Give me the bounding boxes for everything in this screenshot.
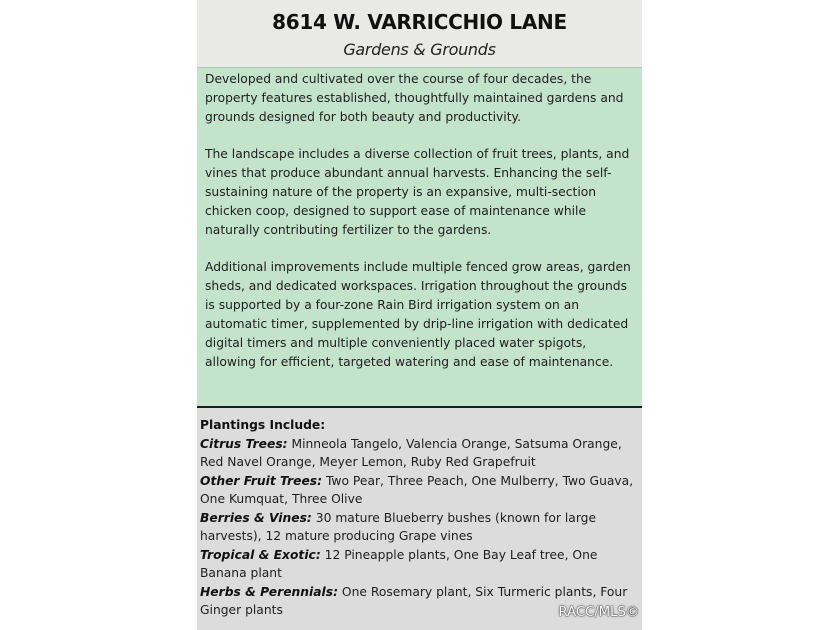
planting-label: Berries & Vines: [200, 510, 312, 525]
description-section [197, 68, 642, 407]
planting-text: 30 mature Blueberry bushes (known for large harvests), 12 mature producing Grape vines [200, 510, 597, 543]
description-paragraph: The landscape includes a diverse collection of fruit trees, plants, and vines that produce abundant annual harvests. Enhancing the self-sustaining nature of the property is an expansive, multi-section chicken coop, designed to support ease of maintenance while naturally contributing fertilizer to the gardens. [205, 147, 630, 237]
planting-item-tropical [200, 546, 638, 583]
listing-card [197, 0, 642, 630]
plantings-heading: Plantings Include: [200, 418, 326, 432]
planting-label: Citrus Trees: [200, 436, 288, 451]
planting-text: Two Pear, Three Peach, One Mulberry, Two Guava, One Kumquat, Three Olive [200, 473, 634, 506]
description-paragraph: Additional improvements include multiple fenced grow areas, garden sheds, and dedicated workspaces. Irrigation throughout the grounds is supported by a four-zone Rain Bird irrigation system on an automatic timer, supplemented by drip-line irrigation with dedicated digital timers and multiple conveniently placed water spigots, allowing for efficient, targeted watering and ease of maintenance. [205, 260, 631, 369]
planting-item-berries-vines [200, 509, 638, 546]
mls-watermark: RACC/MLS© [558, 604, 639, 620]
planting-text: 12 Pineapple plants, One Bay Leaf tree, One Banana plant [200, 547, 598, 580]
description-paragraph: Developed and cultivated over the course of four decades, the property features established, thoughtfully maintained gardens and grounds designed for both beauty and productivity. [205, 72, 624, 124]
planting-text: Minneola Tangelo, Valencia Orange, Satsuma Orange, Red Navel Orange, Meyer Lemon, Ruby Red Grapefruit [200, 436, 622, 469]
planting-item-other-fruit [200, 472, 638, 509]
planting-label: Tropical & Exotic: [200, 547, 321, 562]
planting-label: Other Fruit Trees: [200, 473, 323, 488]
plantings-section [197, 408, 642, 630]
planting-label: Herbs & Perennials: [200, 584, 339, 599]
property-address-title: 8614 W. VARRICCHIO LANE [272, 10, 567, 34]
planting-item-citrus [200, 435, 638, 472]
card-header [197, 0, 642, 68]
section-subtitle: Gardens & Grounds [343, 40, 496, 59]
planting-text: One Rosemary plant, Six Turmeric plants, Four Ginger plants [200, 584, 628, 617]
